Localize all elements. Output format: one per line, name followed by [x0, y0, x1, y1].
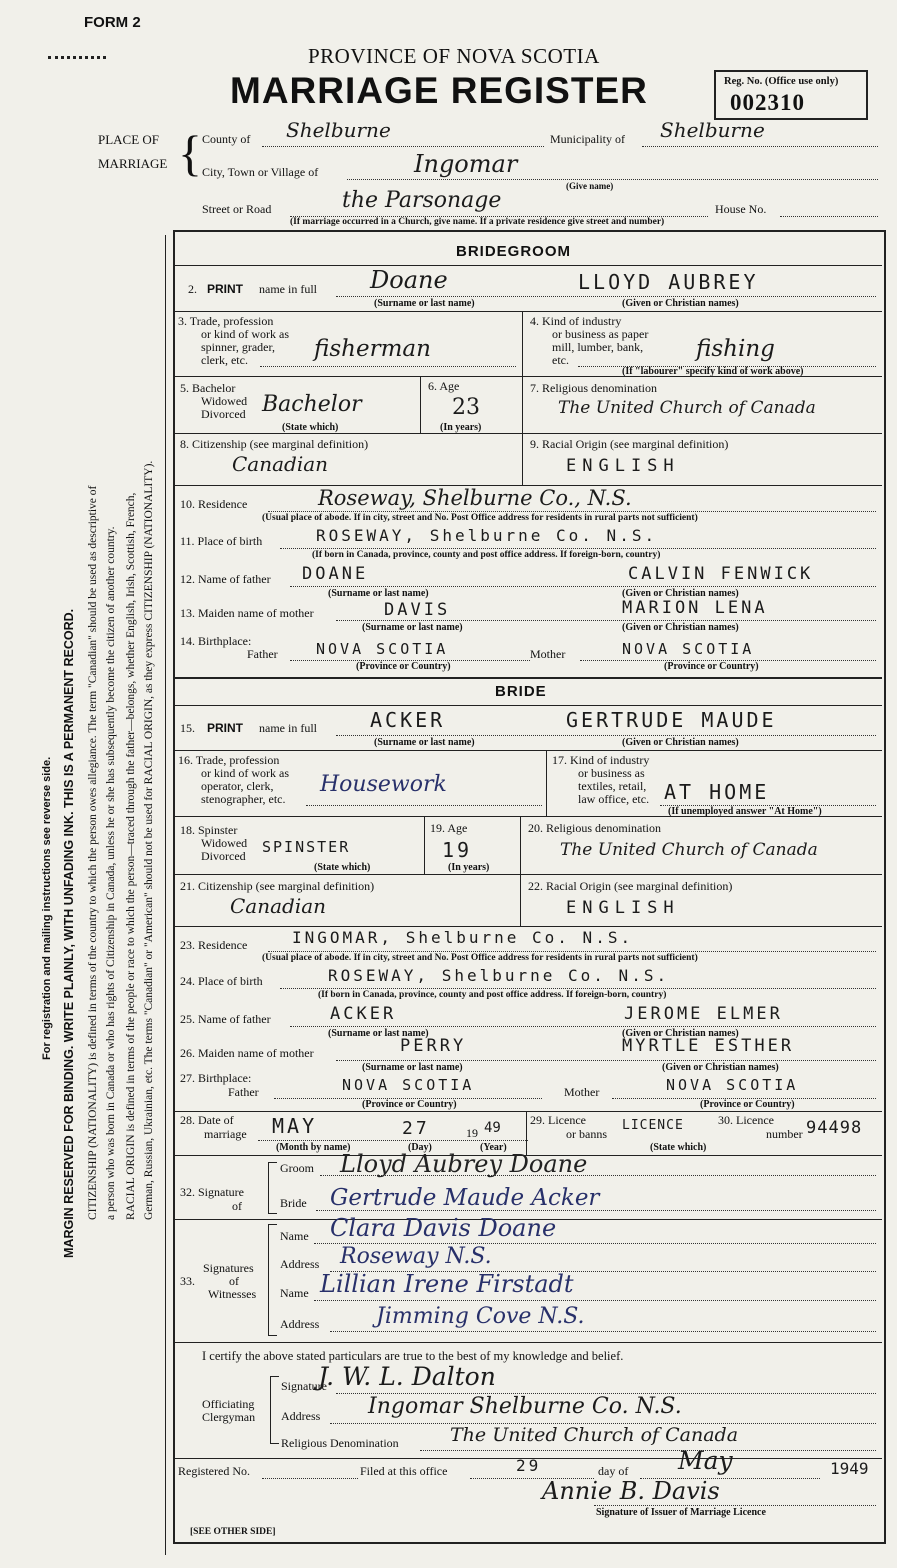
- groom-mother-given-note: (Given or Christian names): [622, 622, 739, 633]
- bride-birth: ROSEWAY, Shelburne Co. N.S.: [328, 966, 670, 985]
- bride-given: GERTRUDE MAUDE: [566, 708, 777, 732]
- groom-given: LLOYD AUBREY: [578, 270, 759, 294]
- bride-status-label-1: Widowed: [201, 836, 248, 850]
- groom-birth: ROSEWAY, Shelburne Co. N.S.: [316, 526, 658, 545]
- bride-name-line: [336, 735, 876, 736]
- groom-status-label-2: Divorced: [201, 407, 246, 421]
- house-line: [780, 216, 878, 217]
- groom-trade-label-1: or kind of work as: [201, 327, 289, 341]
- marriage-day: 27: [402, 1118, 430, 1139]
- bride-racial-label: 22. Racial Origin (see marginal definition): [528, 879, 733, 893]
- off-religion: The United Church of Canada: [450, 1424, 739, 1446]
- wit-bracket: [268, 1224, 277, 1336]
- groom-father-line: [290, 586, 876, 587]
- groom-birth-note: (If born in Canada, province, county and post office address. If foreign-born, country): [312, 550, 661, 560]
- groom-residence-label: 10. Residence: [180, 497, 248, 511]
- groom-print-bold: PRINT: [207, 282, 243, 296]
- document-title: MARRIAGE REGISTER: [230, 70, 648, 111]
- issuer-line: [594, 1505, 876, 1506]
- date-label-0: 28. Date of: [180, 1113, 234, 1127]
- bride-racial: ENGLISH: [566, 898, 680, 918]
- wit1-name-label: Name: [280, 1229, 309, 1243]
- groom-mother-line: [336, 620, 876, 621]
- street-value: the Parsonage: [342, 188, 502, 213]
- bride-industry-label-3: law office, etc.: [578, 792, 650, 806]
- bride-father-surname: ACKER: [330, 1004, 397, 1024]
- bride-mother-prov-note: (Province or Country): [700, 1099, 795, 1110]
- bride-trade-label-3: stenographer, etc.: [201, 792, 286, 806]
- licence-state-which: (State which): [650, 1142, 707, 1153]
- bride-birthplace-label: 27. Birthplace:: [180, 1071, 252, 1085]
- wit1-address: Roseway N.S.: [340, 1244, 492, 1269]
- bride-mother-label: 26. Maiden name of mother: [180, 1046, 314, 1060]
- rule-bride-3: [175, 816, 882, 817]
- bride-residence-note: (Usual place of abode. If in city, street and No. Post Office address for residents in rural parts not sufficient): [262, 953, 698, 963]
- bride-status: SPINSTER: [262, 838, 351, 856]
- groom-industry-label-3: etc.: [552, 353, 569, 367]
- groom-residence: Roseway, Shelburne Co., N.S.: [318, 486, 632, 510]
- bride-mother-birthplace: NOVA SCOTIA: [666, 1076, 799, 1094]
- bride-industry-note: (If unemployed answer "At Home"): [668, 806, 822, 817]
- groom-racial-label: 9. Racial Origin (see marginal definition): [530, 437, 729, 451]
- bride-industry-label-2: textiles, retail,: [578, 779, 647, 793]
- filed-day: 29: [516, 1456, 542, 1475]
- date-label-1: marriage: [204, 1127, 247, 1141]
- groom-name-label: name in full: [259, 282, 317, 296]
- bride-trade-label-1: or kind of work as: [201, 766, 289, 780]
- bride-age-years: (In years): [448, 862, 490, 873]
- bride-residence-line: [268, 951, 876, 952]
- bride-surname: ACKER: [370, 708, 446, 732]
- bride-industry-label-1: or business as: [578, 766, 645, 780]
- reg-number-box: [714, 70, 868, 120]
- groom-father-given: CALVIN FENWICK: [628, 564, 814, 584]
- rule-bride-v2: [424, 816, 425, 874]
- day-of-label: day of: [598, 1464, 629, 1478]
- licence-no-label-1: number: [766, 1127, 803, 1141]
- bride-citizenship: Canadian: [230, 894, 327, 918]
- groom-mother-surname: DAVIS: [384, 600, 451, 620]
- bride-trade: Housework: [320, 772, 447, 797]
- groom-birth-label: 11. Place of birth: [180, 534, 263, 548]
- rule-groom-top: [175, 265, 882, 266]
- municipality-line: [642, 146, 878, 147]
- bride-trade-label-2: operator, clerk,: [201, 779, 274, 793]
- wit2-address: Jimming Cove N.S.: [376, 1304, 585, 1329]
- margin-binding-note: MARGIN RESERVED FOR BINDING. WRITE PLAINLY, WITH UNFADING INK. THIS IS A PERMANENT RECORD.: [62, 608, 76, 1258]
- wit-label-0: Signatures: [203, 1261, 254, 1275]
- wit1-address-label: Address: [280, 1257, 320, 1271]
- filed-label: Filed at this office: [360, 1464, 448, 1478]
- rule-bride-v4: [520, 874, 521, 926]
- rule-bride-1: [175, 705, 882, 706]
- bride-surname-note: (Surname or last name): [374, 737, 475, 748]
- bride-citizenship-label: 21. Citizenship (see marginal definition): [180, 879, 375, 893]
- church-note: (If marriage occurred in a Church, give name. If a private residence give street and number): [290, 217, 665, 227]
- give-name-note: (Give name): [566, 181, 614, 191]
- ink-mark: [48, 46, 106, 59]
- street-label: Street or Road: [202, 202, 272, 216]
- groom-mother-prov-note: (Province or Country): [664, 661, 759, 672]
- bride-sig-label: Bride: [280, 1196, 307, 1210]
- groom-citizenship-label: 8. Citizenship (see marginal definition): [180, 437, 369, 451]
- bride-heading: BRIDE: [495, 683, 547, 700]
- wit2-name: Lillian Irene Firstadt: [320, 1270, 574, 1298]
- bride-industry: AT HOME: [664, 780, 770, 804]
- city-line: [347, 179, 878, 180]
- groom-name-line: [336, 296, 876, 297]
- groom-industry-label-2: mill, lumber, bank,: [552, 340, 644, 354]
- issuer-label: Signature of Issuer of Marriage Licence: [596, 1507, 766, 1518]
- groom-trade-label-3: clerk, etc.: [201, 353, 248, 367]
- wit2-name-line: [314, 1300, 876, 1301]
- groom-father-birthplace: NOVA SCOTIA: [316, 640, 449, 658]
- filed-month: May: [678, 1446, 733, 1475]
- issuer-signature: Annie B. Davis: [542, 1477, 720, 1505]
- bride-trade-label-0: 16. Trade, profession: [178, 753, 280, 767]
- see-other-side: [SEE OTHER SIDE]: [190, 1527, 276, 1537]
- off-signature: J. W. L. Dalton: [318, 1362, 496, 1391]
- rule-groom-2: [175, 311, 882, 312]
- form-number: FORM 2: [84, 14, 141, 31]
- licence-label-0: 29. Licence: [530, 1113, 586, 1127]
- groom-residence-line: [268, 511, 876, 512]
- bride-father-surname-note: (Surname or last name): [328, 1028, 429, 1039]
- marriage-year: 49: [484, 1120, 501, 1136]
- sig-label-0: 32. Signature: [180, 1185, 244, 1199]
- groom-age-years: (In years): [440, 422, 482, 433]
- groom-age: 23: [452, 395, 480, 420]
- groom-religion: The United Church of Canada: [558, 398, 816, 418]
- groom-name-num: 2.: [188, 282, 197, 296]
- bride-birth-note: (If born in Canada, province, county and post office address. If foreign-born, country): [318, 990, 667, 1000]
- groom-trade: fisherman: [314, 336, 431, 362]
- place-label-1: PLACE OF: [98, 132, 160, 147]
- groom-industry-note: (If "labourer" specify kind of work above): [622, 366, 804, 377]
- filed-year: 1949: [830, 1459, 869, 1478]
- margin-rule: [165, 235, 166, 1555]
- bride-industry-label-0: 17. Kind of industry: [552, 753, 650, 767]
- house-label: House No.: [715, 202, 767, 216]
- municipality-label: Municipality of: [550, 132, 625, 146]
- groom-birthplace-label: 14. Birthplace:: [180, 634, 252, 648]
- marriage-month: MAY: [272, 1114, 318, 1138]
- bride-given-note: (Given or Christian names): [622, 737, 739, 748]
- groom-father-label: 12. Name of father: [180, 572, 271, 586]
- rule-bride-top: [175, 677, 882, 679]
- bride-mother-given: MYRTLE ESTHER: [622, 1036, 795, 1056]
- place-label-2: MARRIAGE: [98, 156, 168, 171]
- county-value: Shelburne: [286, 118, 391, 142]
- groom-industry-label-0: 4. Kind of industry: [530, 314, 622, 328]
- off-address-label: Address: [281, 1409, 321, 1423]
- registered-line: [262, 1478, 358, 1479]
- city-label: City, Town or Village of: [202, 165, 319, 179]
- groom-industry: fishing: [696, 336, 775, 362]
- groom-mother-label: 13. Maiden name of mother: [180, 606, 314, 620]
- off-bracket: [270, 1376, 279, 1444]
- wit2-address-line: [330, 1331, 876, 1332]
- bride-age-label: 19. Age: [430, 821, 468, 835]
- bride-signature: Gertrude Maude Acker: [330, 1185, 600, 1211]
- rule-groom-v1: [522, 311, 523, 376]
- rule-bride-5: [175, 926, 882, 927]
- bride-residence-label: 23. Residence: [180, 938, 248, 952]
- wit1-name: Clara Davis Doane: [330, 1214, 557, 1242]
- reg-number: 002310: [730, 90, 805, 115]
- bride-mother-line: [336, 1060, 876, 1061]
- province-heading: PROVINCE OF NOVA SCOTIA: [308, 44, 600, 68]
- margin-racial-1: RACIAL ORIGIN is defined in terms of the people or race to which the person—traced through the father—belongs, whether English, Irish, Scottish, French,: [125, 492, 137, 1220]
- rule-groom-v3: [522, 376, 523, 433]
- bride-birthplace-mother: Mother: [564, 1085, 600, 1099]
- bride-father-label: 25. Name of father: [180, 1012, 271, 1026]
- groom-given-note: (Given or Christian names): [622, 298, 739, 309]
- bride-father-given: JEROME ELMER: [624, 1004, 783, 1024]
- off-label-0: Officiating: [202, 1397, 255, 1411]
- groom-industry-label-1: or business as paper: [552, 327, 649, 341]
- bride-name-label: name in full: [259, 721, 317, 735]
- rule-bride-v1: [546, 750, 547, 816]
- bride-print-bold: PRINT: [207, 721, 243, 735]
- groom-trade-label-2: spinner, grader,: [201, 340, 276, 354]
- groom-status-label-0: 5. Bachelor: [180, 381, 236, 395]
- bride-mother-surname: PERRY: [400, 1036, 467, 1056]
- day-note: (Day): [408, 1142, 432, 1153]
- groom-surname-note: (Surname or last name): [374, 298, 475, 309]
- sig-label-1: of: [232, 1199, 242, 1213]
- bride-name-num: 15.: [180, 721, 195, 735]
- registered-label: Registered No.: [178, 1464, 250, 1478]
- groom-father-prov-note: (Province or Country): [356, 661, 451, 672]
- groom-birthplace-father: Father: [247, 647, 278, 661]
- margin-racial-2: German, Russian, Ukrainian, etc. The terms "Canadian" or "American" should not be used for RACIAL ORIGIN, as they express CITIZENSHIP (NATIONALITY).: [143, 460, 155, 1220]
- year-note: (Year): [480, 1142, 507, 1153]
- bride-mother-given-note: (Given or Christian names): [662, 1062, 779, 1073]
- place-brace: {: [178, 125, 202, 181]
- sig-bracket: [268, 1162, 277, 1214]
- licence-no-label-0: 30. Licence: [718, 1113, 774, 1127]
- wit-num: 33.: [180, 1274, 195, 1288]
- groom-status: Bachelor: [262, 392, 362, 417]
- rule-marriage-v1: [526, 1111, 527, 1155]
- month-note: (Month by name): [276, 1142, 351, 1153]
- groom-state-which: (State which): [282, 422, 339, 433]
- groom-mother-birthplace: NOVA SCOTIA: [622, 640, 755, 658]
- groom-residence-note: (Usual place of abode. If in city, street and No. Post Office address for residents in rural parts not sufficient): [262, 513, 698, 523]
- bridegroom-heading: BRIDEGROOM: [456, 243, 571, 260]
- groom-father-surname: DOANE: [302, 564, 369, 584]
- groom-trade-label-0: 3. Trade, profession: [178, 314, 274, 328]
- groom-surname: Doane: [370, 266, 448, 294]
- bride-birth-label: 24. Place of birth: [180, 974, 263, 988]
- rule-bride-2: [175, 750, 882, 751]
- groom-religion-label: 7. Religious denomination: [530, 381, 657, 395]
- bride-father-line: [290, 1026, 876, 1027]
- groom-age-label: 6. Age: [428, 379, 460, 393]
- licence-label-1: or banns: [566, 1127, 607, 1141]
- rule-groom-v2: [420, 376, 421, 433]
- off-religion-label: Religious Denomination: [281, 1436, 399, 1450]
- bride-trade-line: [306, 805, 542, 806]
- rule-bride-4: [175, 874, 882, 875]
- bride-state-which: (State which): [314, 862, 371, 873]
- wit2-name-label: Name: [280, 1286, 309, 1300]
- groom-birth-line: [280, 548, 876, 549]
- groom-signature: Lloyd Aubrey Doane: [340, 1150, 588, 1178]
- groom-mother-surname-note: (Surname or last name): [362, 622, 463, 633]
- bride-birthplace-father: Father: [228, 1085, 259, 1099]
- date-line: [258, 1140, 528, 1141]
- groom-racial: ENGLISH: [566, 456, 680, 476]
- wit-label-2: Witnesses: [208, 1287, 257, 1301]
- off-address: Ingomar Shelburne Co. N.S.: [368, 1394, 682, 1419]
- groom-sig-label: Groom: [280, 1161, 314, 1175]
- municipality-value: Shelburne: [660, 118, 765, 142]
- wit-label-1: of: [229, 1274, 239, 1288]
- licence-number: 94498: [806, 1118, 863, 1138]
- city-value: Ingomar: [414, 150, 518, 178]
- groom-citizenship: Canadian: [232, 452, 329, 476]
- reg-number-label: Reg. No. (Office use only): [724, 76, 839, 87]
- bride-mother-surname-note: (Surname or last name): [362, 1062, 463, 1073]
- county-line: [262, 146, 544, 147]
- county-label: County of: [202, 132, 251, 146]
- groom-father-surname-note: (Surname or last name): [328, 588, 429, 599]
- bride-father-given-note: (Given or Christian names): [622, 1028, 739, 1039]
- margin-instructions: For registration and mailing instructions see reverse side.: [41, 756, 53, 1060]
- certify-statement: I certify the above stated particulars are true to the best of my knowledge and belief.: [202, 1349, 624, 1363]
- groom-trade-line: [260, 366, 516, 367]
- rule-marriage-top: [175, 1111, 882, 1112]
- groom-birthplace-mother: Mother: [530, 647, 566, 661]
- groom-father-given-note: (Given or Christian names): [622, 588, 739, 599]
- marriage-year-prefix: 19: [466, 1126, 478, 1140]
- bride-religion-label: 20. Religious denomination: [528, 821, 661, 835]
- off-signature-label: Signature: [281, 1379, 327, 1393]
- bride-father-prov-note: (Province or Country): [362, 1099, 457, 1110]
- rule-cert-top: [175, 1342, 882, 1343]
- bride-residence: INGOMAR, Shelburne Co. N.S.: [292, 928, 634, 947]
- rule-bride-v3: [520, 816, 521, 874]
- rule-groom-v4: [522, 433, 523, 485]
- bride-father-birthplace: NOVA SCOTIA: [342, 1076, 475, 1094]
- bride-religion: The United Church of Canada: [560, 840, 818, 860]
- groom-status-label-1: Widowed: [201, 394, 248, 408]
- margin-citizenship-2: a person who was born in Canada or who has rights of Citizenship in Canada, unless he or she has subsequently become the citizen of another country.: [105, 526, 117, 1220]
- off-label-1: Clergyman: [202, 1410, 256, 1424]
- bride-age: 19: [442, 838, 473, 862]
- bride-status-label-0: 18. Spinster: [180, 823, 238, 837]
- margin-citizenship-1: CITIZENSHIP (NATIONALITY) is defined in terms of the country to which the person owes allegiance. The term "Canadian" should be used as descriptive of: [87, 485, 99, 1220]
- groom-mother-given: MARION LENA: [622, 598, 768, 618]
- rule-groom-4: [175, 433, 882, 434]
- rule-groom-3: [175, 376, 882, 377]
- off-religion-line: [420, 1450, 876, 1451]
- bride-birth-line: [280, 988, 876, 989]
- licence-value: LICENCE: [622, 1118, 684, 1133]
- bride-status-label-2: Divorced: [201, 849, 246, 863]
- wit2-address-label: Address: [280, 1317, 320, 1331]
